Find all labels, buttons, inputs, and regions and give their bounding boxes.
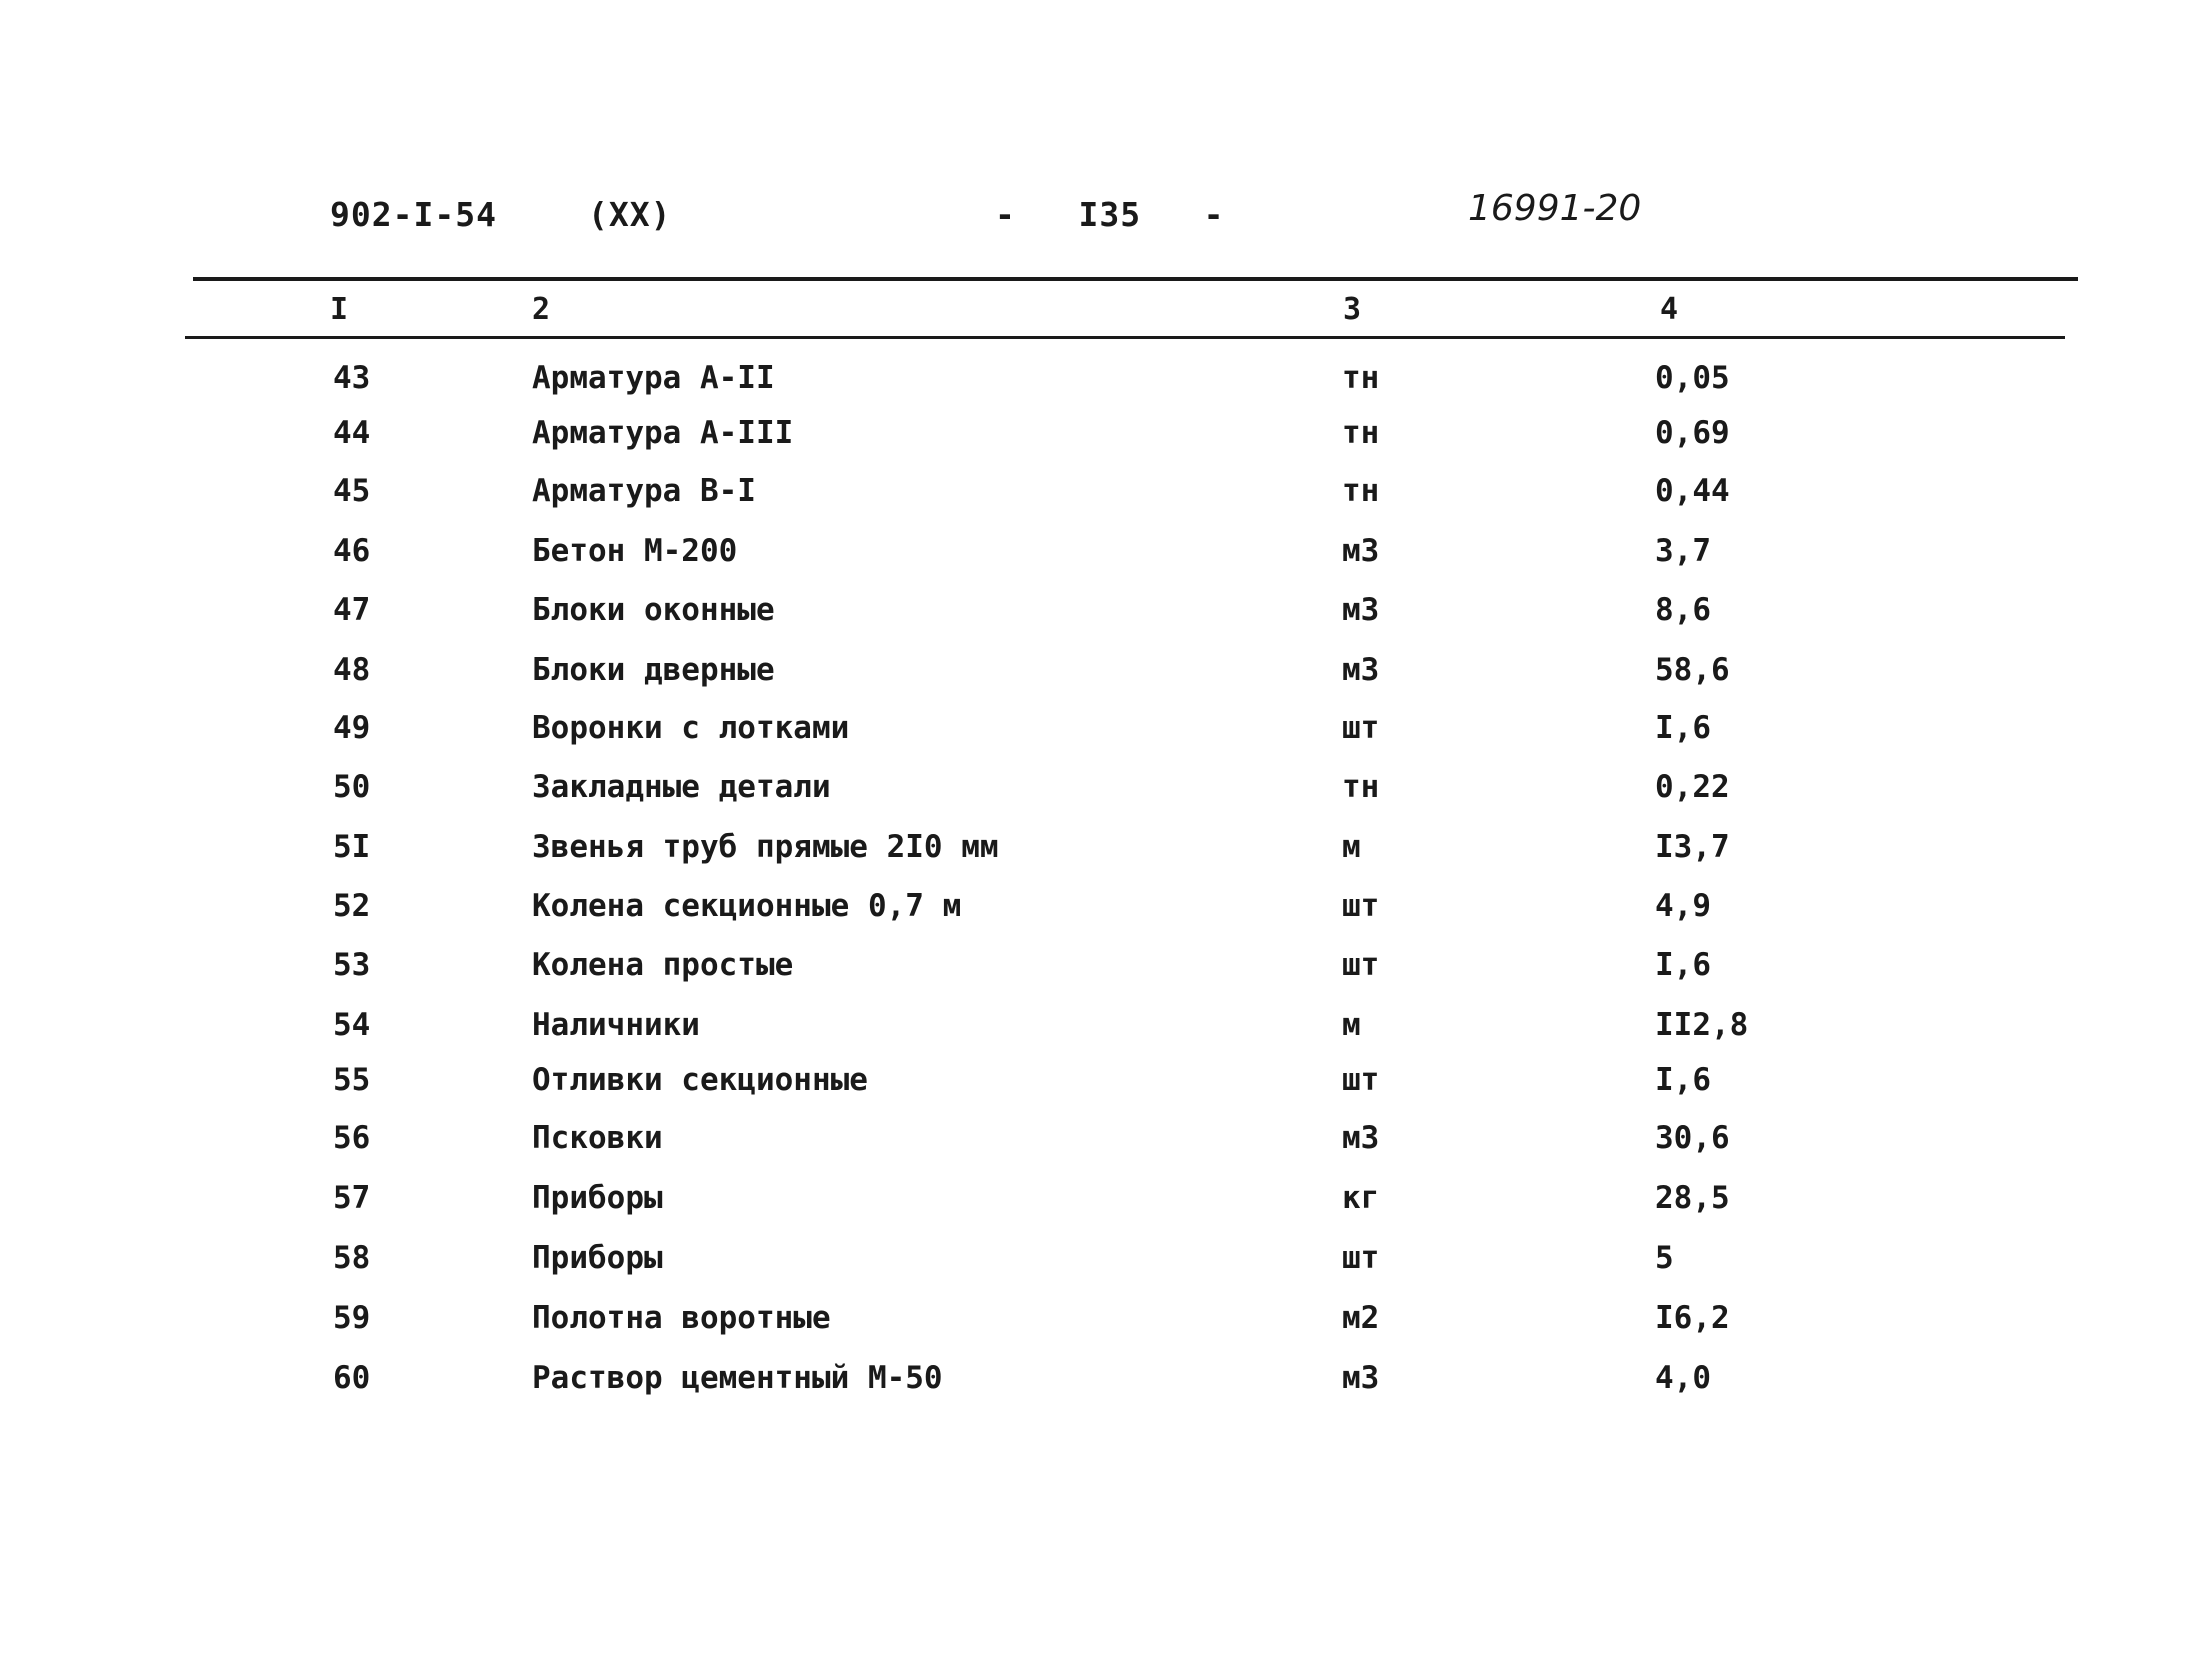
table-row — [0, 473, 2207, 533]
item-value: 4,0 — [1655, 1360, 1711, 1396]
item-name: Арматура А-III — [532, 415, 794, 451]
item-value: 28,5 — [1655, 1180, 1730, 1216]
item-name: Отливки секционные — [532, 1062, 868, 1098]
row-number: 5I — [333, 829, 371, 865]
row-number: 46 — [333, 533, 371, 569]
row-number: 49 — [333, 710, 371, 746]
row-number: 60 — [333, 1360, 371, 1396]
item-unit: кг — [1342, 1180, 1380, 1216]
item-unit: шт — [1342, 1062, 1380, 1098]
item-value: 58,6 — [1655, 652, 1730, 688]
item-name: Бетон М-200 — [532, 533, 738, 569]
item-value: 0,05 — [1655, 360, 1730, 396]
table-row — [0, 1007, 2207, 1067]
document-part: (XX) — [588, 195, 672, 234]
item-value: 4,9 — [1655, 888, 1711, 924]
column-header-1: I — [330, 292, 349, 327]
item-unit: тн — [1342, 473, 1380, 509]
table-row — [0, 1180, 2207, 1240]
table-row — [0, 1120, 2207, 1180]
table-row — [0, 360, 2207, 420]
item-name: Воронки с лотками — [532, 710, 850, 746]
table-row — [0, 592, 2207, 652]
table-row — [0, 1240, 2207, 1300]
row-number: 52 — [333, 888, 371, 924]
item-unit: м2 — [1342, 1300, 1380, 1336]
item-value: I,6 — [1655, 1062, 1711, 1098]
table-row — [0, 415, 2207, 475]
item-unit: шт — [1342, 947, 1380, 983]
item-unit: шт — [1342, 888, 1380, 924]
item-name: Приборы — [532, 1180, 663, 1216]
item-name: Звенья труб прямые 2I0 мм — [532, 829, 999, 865]
item-unit: тн — [1342, 360, 1380, 396]
item-name: Блоки оконные — [532, 592, 775, 628]
item-unit: м3 — [1342, 652, 1380, 688]
item-name: Раствор цементный М-50 — [532, 1360, 943, 1396]
row-number: 56 — [333, 1120, 371, 1156]
item-value: 3,7 — [1655, 533, 1711, 569]
item-unit: м3 — [1342, 592, 1380, 628]
item-name: Наличники — [532, 1007, 700, 1043]
item-value: I3,7 — [1655, 829, 1730, 865]
row-number: 47 — [333, 592, 371, 628]
item-value: II2,8 — [1655, 1007, 1749, 1043]
item-unit: тн — [1342, 769, 1380, 805]
table-row — [0, 1062, 2207, 1122]
row-number: 45 — [333, 473, 371, 509]
item-name: Колена простые — [532, 947, 794, 983]
item-value: 0,22 — [1655, 769, 1730, 805]
item-unit: шт — [1342, 1240, 1380, 1276]
item-name: Блоки дверные — [532, 652, 775, 688]
column-header-2: 2 — [532, 292, 551, 327]
item-unit: м3 — [1342, 1120, 1380, 1156]
item-unit: м3 — [1342, 1360, 1380, 1396]
table-row — [0, 710, 2207, 770]
item-unit: тн — [1342, 415, 1380, 451]
item-value: 0,69 — [1655, 415, 1730, 451]
table-row — [0, 533, 2207, 593]
table-row — [0, 769, 2207, 829]
item-name: Полотна воротные — [532, 1300, 831, 1336]
item-name: Арматура В-I — [532, 473, 756, 509]
row-number: 48 — [333, 652, 371, 688]
item-name: Закладные детали — [532, 769, 831, 805]
column-header-4: 4 — [1660, 292, 1679, 327]
item-unit: м — [1342, 829, 1361, 865]
item-name: Колена секционные 0,7 м — [532, 888, 962, 924]
item-value: 8,6 — [1655, 592, 1711, 628]
table-row — [0, 888, 2207, 948]
inventory-number: 16991-20 — [1468, 188, 1642, 229]
item-value: I,6 — [1655, 947, 1711, 983]
row-number: 57 — [333, 1180, 371, 1216]
item-unit: м3 — [1342, 533, 1380, 569]
page-number: - I35 - — [995, 195, 1225, 234]
row-number: 43 — [333, 360, 371, 396]
table-top-rule — [193, 277, 2078, 281]
item-value: 0,44 — [1655, 473, 1730, 509]
table-row — [0, 1360, 2207, 1420]
column-header-3: 3 — [1343, 292, 1362, 327]
item-value: I,6 — [1655, 710, 1711, 746]
row-number: 50 — [333, 769, 371, 805]
row-number: 53 — [333, 947, 371, 983]
item-unit: м — [1342, 1007, 1361, 1043]
table-row — [0, 1300, 2207, 1360]
item-name: Приборы — [532, 1240, 663, 1276]
row-number: 55 — [333, 1062, 371, 1098]
item-unit: шт — [1342, 710, 1380, 746]
table-row — [0, 947, 2207, 1007]
row-number: 44 — [333, 415, 371, 451]
row-number: 54 — [333, 1007, 371, 1043]
item-name: Псковки — [532, 1120, 663, 1156]
table-header-rule — [185, 336, 2065, 339]
document-code: 902-I-54 — [330, 195, 497, 234]
item-value: 30,6 — [1655, 1120, 1730, 1156]
row-number: 58 — [333, 1240, 371, 1276]
table-row — [0, 652, 2207, 712]
item-value: 5 — [1655, 1240, 1674, 1276]
table-row — [0, 829, 2207, 889]
row-number: 59 — [333, 1300, 371, 1336]
item-name: Арматура А-II — [532, 360, 775, 396]
item-value: I6,2 — [1655, 1300, 1730, 1336]
